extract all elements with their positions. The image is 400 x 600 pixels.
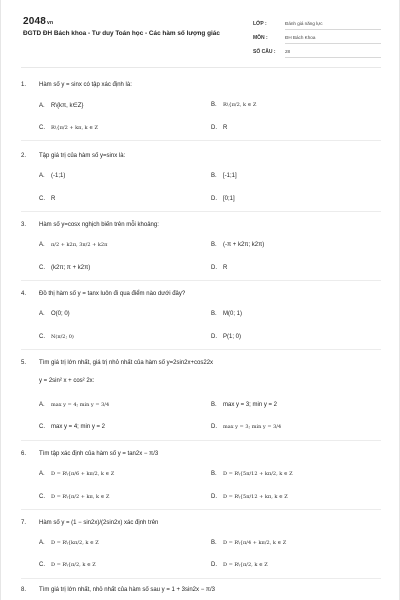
question-text <box>21 153 125 159</box>
option-d[interactable] <box>211 265 227 271</box>
option-letter: C. <box>39 562 45 568</box>
option-text: R\{π/2, k ∈ Z <box>223 102 257 108</box>
question-number: 3. <box>21 222 27 228</box>
option-letter: D. <box>211 265 217 271</box>
option-text: R\{kπ, k∈Z} <box>51 103 84 109</box>
question-separator <box>21 140 381 141</box>
brand-logo[interactable] <box>23 16 53 27</box>
option-letter: C. <box>39 125 45 131</box>
option-b[interactable] <box>211 102 256 108</box>
meta-key: SỐ CÂU : <box>253 49 276 55</box>
question-separator <box>21 578 381 579</box>
option-c[interactable] <box>39 265 90 271</box>
option-text: P(1; 0) <box>223 334 242 340</box>
question-separator <box>21 349 381 350</box>
option-text: max y = 4; min y = 2 <box>51 424 106 430</box>
question-number: 5. <box>21 360 27 366</box>
option-a[interactable] <box>39 471 114 477</box>
option-letter: D. <box>211 334 217 340</box>
option-c[interactable] <box>39 494 109 500</box>
option-text: D = R\{π/2 + kπ, k ∈ Z <box>51 494 110 500</box>
meta-key: MÔN : <box>253 35 268 41</box>
question-number: 7. <box>21 520 27 526</box>
question-separator <box>21 211 381 212</box>
option-letter: A. <box>39 402 45 408</box>
meta-row-class <box>253 16 381 30</box>
question-stem: Tìm giá trị lớn nhất, nhỏ nhất của hàm số sau y = 1 + 3sin2x − π/3 <box>39 587 216 593</box>
exam-header <box>1 0 400 60</box>
question-stem: Tìm giá trị lớn nhất, giá trị nhỏ nhất của hàm số y=2sin2x+cos22x <box>39 360 214 366</box>
option-letter: B. <box>211 540 217 546</box>
question-number: 1. <box>21 82 27 88</box>
question-subtext: y = 2sin² x + cos² 2x: <box>39 378 95 384</box>
question-separator <box>21 440 381 441</box>
option-letter: A. <box>39 242 45 248</box>
question-stem: Tập giá trị của hàm số y=sinx là: <box>39 153 126 159</box>
question-text <box>21 82 132 88</box>
option-a[interactable] <box>39 402 109 408</box>
option-text: D = R\{π/2, k ∈ Z <box>223 562 268 568</box>
question-text <box>21 291 185 297</box>
option-text: (-1;1) <box>51 173 66 179</box>
option-letter: C. <box>39 494 45 500</box>
option-letter: B. <box>211 173 217 179</box>
option-c[interactable] <box>39 334 74 340</box>
option-text: max y = 3; min y = 3/4 <box>223 424 282 430</box>
option-letter: C. <box>39 196 45 202</box>
option-letter: B. <box>211 242 217 248</box>
question-stem: Tìm tập xác định của hàm số y = tan2x − π/3 <box>39 451 159 457</box>
question-text <box>21 360 213 366</box>
option-letter: C. <box>39 334 45 340</box>
option-b[interactable] <box>211 402 277 408</box>
exam-meta <box>253 16 381 58</box>
question-number: 6. <box>21 451 27 457</box>
option-letter: B. <box>211 102 217 108</box>
option-letter: A. <box>39 540 45 546</box>
option-letter: A. <box>39 173 45 179</box>
option-letter: B. <box>211 471 217 477</box>
option-text: D = R\{π/6 + kπ/2, k ∈ Z <box>51 471 115 477</box>
option-a[interactable] <box>39 311 70 317</box>
option-text: D = R\{π/2, k ∈ Z <box>51 562 96 568</box>
option-text: [-1;1] <box>223 173 237 179</box>
option-b[interactable] <box>211 311 242 317</box>
question-number: 4. <box>21 291 27 297</box>
option-letter: D. <box>211 125 217 131</box>
question-number: 8. <box>21 587 27 593</box>
option-a[interactable] <box>39 102 83 109</box>
option-text: O(0; 0) <box>51 311 70 317</box>
option-text: N(π/2; 0) <box>51 334 74 340</box>
option-d[interactable] <box>211 125 227 131</box>
brand-name: 2048 <box>23 16 47 27</box>
option-text: max y = 3; min y = 2 <box>223 402 278 408</box>
option-text: R <box>223 125 228 131</box>
option-c[interactable] <box>39 196 55 202</box>
meta-value: Đánh giá năng lực <box>285 21 381 30</box>
option-letter: A. <box>39 103 45 109</box>
option-text: max y = 4; min y = 3/4 <box>51 402 110 408</box>
option-letter: D. <box>211 196 217 202</box>
option-text: D = R\{5π/12 + kπ, k ∈ Z <box>223 494 288 500</box>
question-separator <box>21 509 381 510</box>
option-d[interactable] <box>211 424 281 430</box>
meta-row-count <box>253 44 381 58</box>
option-text: π/2 + k2π, 3π/2 + k2π <box>51 242 108 248</box>
option-a[interactable] <box>39 242 107 248</box>
option-letter: A. <box>39 311 45 317</box>
question-text <box>21 451 158 457</box>
option-d[interactable] <box>211 562 268 568</box>
option-d[interactable] <box>211 494 288 500</box>
header-divider <box>21 67 381 68</box>
option-c[interactable] <box>39 562 96 568</box>
option-text: D = R\{5π/12 + kπ/2, k ∈ Z <box>223 471 293 477</box>
option-letter: A. <box>39 471 45 477</box>
option-text: (k2π; π + k2π) <box>51 265 91 271</box>
option-text: R\{π/2 + kπ, k ∈ Z <box>51 125 99 131</box>
question-number: 2. <box>21 153 27 159</box>
question-text <box>21 587 215 593</box>
option-letter: B. <box>211 311 217 317</box>
option-letter: D. <box>211 562 217 568</box>
question-text <box>21 222 159 228</box>
option-b[interactable] <box>211 242 264 248</box>
meta-value: 28 <box>285 49 381 58</box>
brand-suffix: vn <box>47 20 54 26</box>
meta-row-subject <box>253 30 381 44</box>
document-title: ĐGTD ĐH Bách khoa - Tư duy Toán học - Các hàm số lượng giác <box>23 30 220 37</box>
option-letter: C. <box>39 424 45 430</box>
option-d[interactable] <box>211 334 241 340</box>
option-a[interactable] <box>39 173 65 179</box>
option-b[interactable] <box>211 540 286 546</box>
question-text <box>21 520 158 526</box>
option-b[interactable] <box>211 173 237 179</box>
option-letter: C. <box>39 265 45 271</box>
question-stem: Hàm số y = sinx có tập xác định là: <box>39 82 132 88</box>
option-text: M(0; 1) <box>223 311 243 317</box>
option-a[interactable] <box>39 540 99 546</box>
question-stem: Hàm số y=cosx nghịch biến trên mỗi khoảng: <box>39 222 159 228</box>
option-text: [0;1] <box>223 196 235 202</box>
option-c[interactable] <box>39 125 98 131</box>
meta-value: ĐH Bách Khoa <box>285 35 381 44</box>
option-text: R <box>223 265 228 271</box>
option-text: R <box>51 196 56 202</box>
question-stem: Hàm số y = (1 − sin2x)/(2sin2x) xác định trên <box>39 520 159 526</box>
option-text: D = R\{kπ/2, k ∈ Z <box>51 540 99 546</box>
question-stem: Đồ thị hàm số y = tanx luôn đi qua điểm nào dưới đây? <box>39 291 186 297</box>
option-letter: D. <box>211 494 217 500</box>
option-letter: D. <box>211 424 217 430</box>
question-separator <box>21 280 381 281</box>
option-letter: B. <box>211 402 217 408</box>
meta-key: LỚP : <box>253 21 267 27</box>
option-c[interactable] <box>39 424 105 430</box>
option-text: D = R\{π/4 + kπ/2, k ∈ Z <box>223 540 287 546</box>
option-d[interactable] <box>211 196 235 202</box>
option-b[interactable] <box>211 471 293 477</box>
option-text: (-π + k2π; k2π) <box>223 242 265 248</box>
